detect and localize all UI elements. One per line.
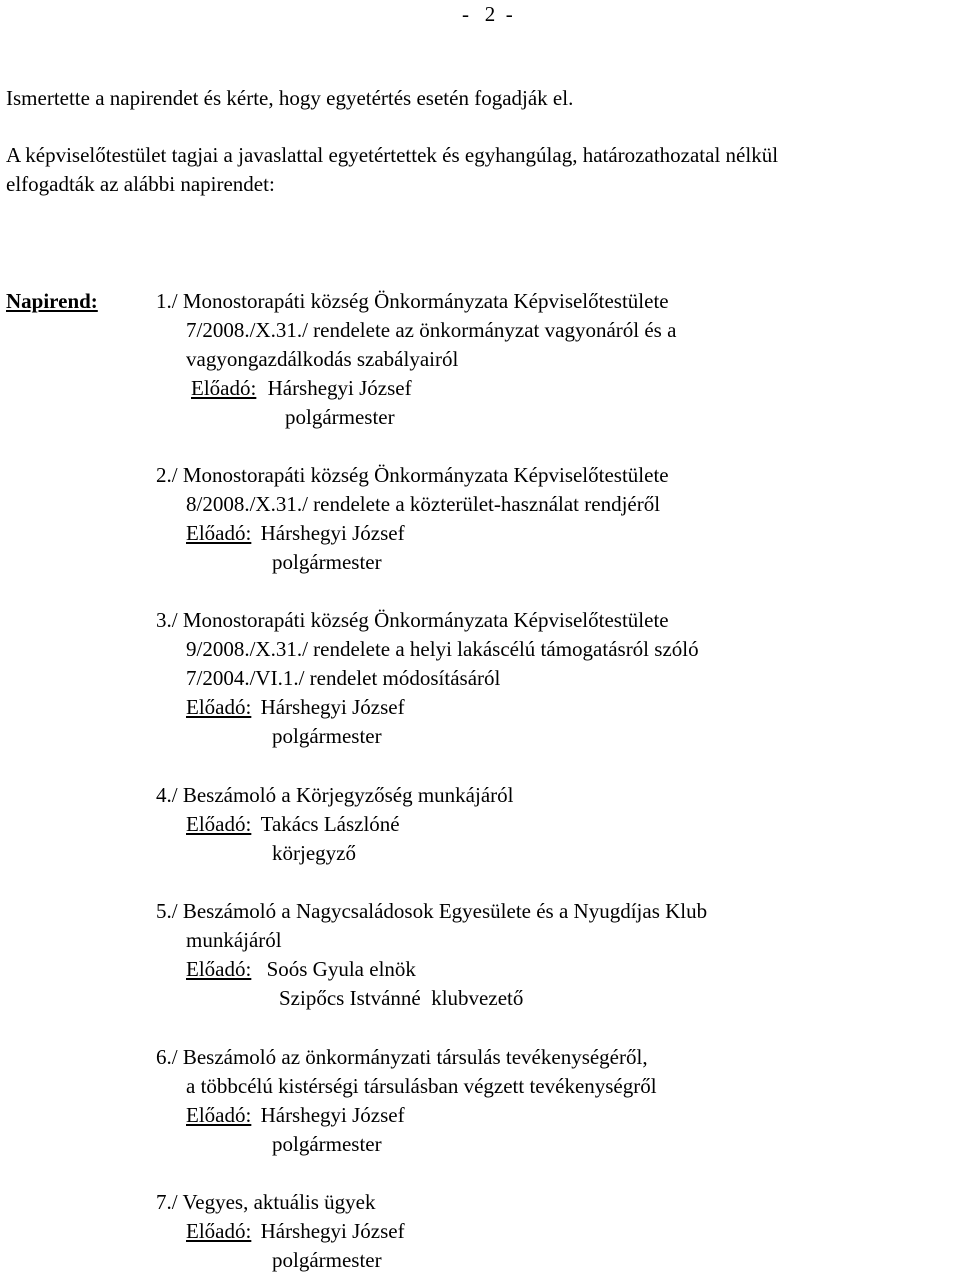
agenda-item-4-presenter bbox=[186, 810, 400, 839]
agenda-item-5-role: Szipőcs Istvánné klubvezető bbox=[279, 986, 524, 1010]
agenda-item-1-line-3: vagyongazdálkodás szabályairól bbox=[186, 347, 459, 371]
agenda-item-1-line-2: 7/2008./X.31./ rendelete az önkormányzat vagyonáról és a bbox=[186, 318, 677, 342]
agenda-item-7-line-1: 7./ Vegyes, aktuális ügyek bbox=[156, 1190, 376, 1214]
agenda-item-1-line-1: 1./ Monostorapáti község Önkormányzata Képviselőtestülete bbox=[156, 289, 669, 313]
agenda-item-3-line-1: 3./ Monostorapáti község Önkormányzata Képviselőtestülete bbox=[156, 608, 669, 632]
agenda-item-5-line-1: 5./ Beszámoló a Nagycsaládosok Egyesülete és a Nyugdíjas Klub bbox=[156, 899, 708, 923]
presenter-name: Hárshegyi József bbox=[260, 1219, 405, 1243]
agenda-item-7-presenter bbox=[186, 1217, 405, 1246]
agenda-item-2-role: polgármester bbox=[272, 550, 382, 574]
agenda-item-3-line-2: 9/2008./X.31./ rendelete a helyi lakáscélú támogatásról szóló bbox=[186, 637, 699, 661]
agenda-item-2-presenter bbox=[186, 519, 405, 548]
intro-line-2: A képviselőtestület tagjai a javaslattal egyetértettek és egyhangúlag, határozathozatal nélkül bbox=[6, 143, 779, 167]
presenter-name: Hárshegyi József bbox=[267, 376, 412, 400]
presenter-label: Előadó: bbox=[191, 376, 257, 400]
presenter-label: Előadó: bbox=[186, 812, 252, 836]
presenter-label: Előadó: bbox=[186, 1219, 252, 1243]
presenter-label: Előadó: bbox=[186, 1103, 252, 1127]
agenda-item-6-presenter bbox=[186, 1101, 405, 1130]
presenter-name: Takács Lászlóné bbox=[260, 812, 400, 836]
presenter-name: Hárshegyi József bbox=[260, 1103, 405, 1127]
agenda-item-4-role: körjegyző bbox=[272, 841, 356, 865]
agenda-item-5-line-2: munkájáról bbox=[186, 928, 282, 952]
agenda-item-2-line-2: 8/2008./X.31./ rendelete a közterület-használat rendjéről bbox=[186, 492, 661, 516]
agenda-item-3-role: polgármester bbox=[272, 724, 382, 748]
agenda-item-6-role: polgármester bbox=[272, 1132, 382, 1156]
presenter-label: Előadó: bbox=[186, 957, 252, 981]
agenda-item-1-presenter bbox=[191, 374, 412, 403]
agenda-label: Napirend: bbox=[6, 289, 98, 313]
intro-line-1: Ismertette a napirendet és kérte, hogy egyetértés esetén fogadják el. bbox=[6, 86, 574, 110]
agenda-item-6-line-1: 6./ Beszámoló az önkormányzati társulás tevékenységéről, bbox=[156, 1045, 648, 1069]
presenter-name: Soós Gyula elnök bbox=[266, 957, 416, 981]
agenda-item-6-line-2: a többcélú kistérségi társulásban végzett tevékenységről bbox=[186, 1074, 657, 1098]
agenda-item-4-line-1: 4./ Beszámoló a Körjegyzőség munkájáról bbox=[156, 783, 514, 807]
presenter-name: Hárshegyi József bbox=[260, 695, 405, 719]
agenda-item-1-role: polgármester bbox=[285, 405, 395, 429]
page-number: - 2 - bbox=[462, 2, 513, 26]
agenda-item-2-line-1: 2./ Monostorapáti község Önkormányzata Képviselőtestülete bbox=[156, 463, 669, 487]
intro-line-3: elfogadták az alábbi napirendet: bbox=[6, 172, 275, 196]
presenter-label: Előadó: bbox=[186, 695, 252, 719]
presenter-name: Hárshegyi József bbox=[260, 521, 405, 545]
agenda-item-7-role: polgármester bbox=[272, 1248, 382, 1272]
agenda-item-5-presenter bbox=[186, 955, 416, 984]
agenda-item-3-line-3: 7/2004./VI.1./ rendelet módosításáról bbox=[186, 666, 501, 690]
agenda-item-3-presenter bbox=[186, 693, 405, 722]
presenter-label: Előadó: bbox=[186, 521, 252, 545]
